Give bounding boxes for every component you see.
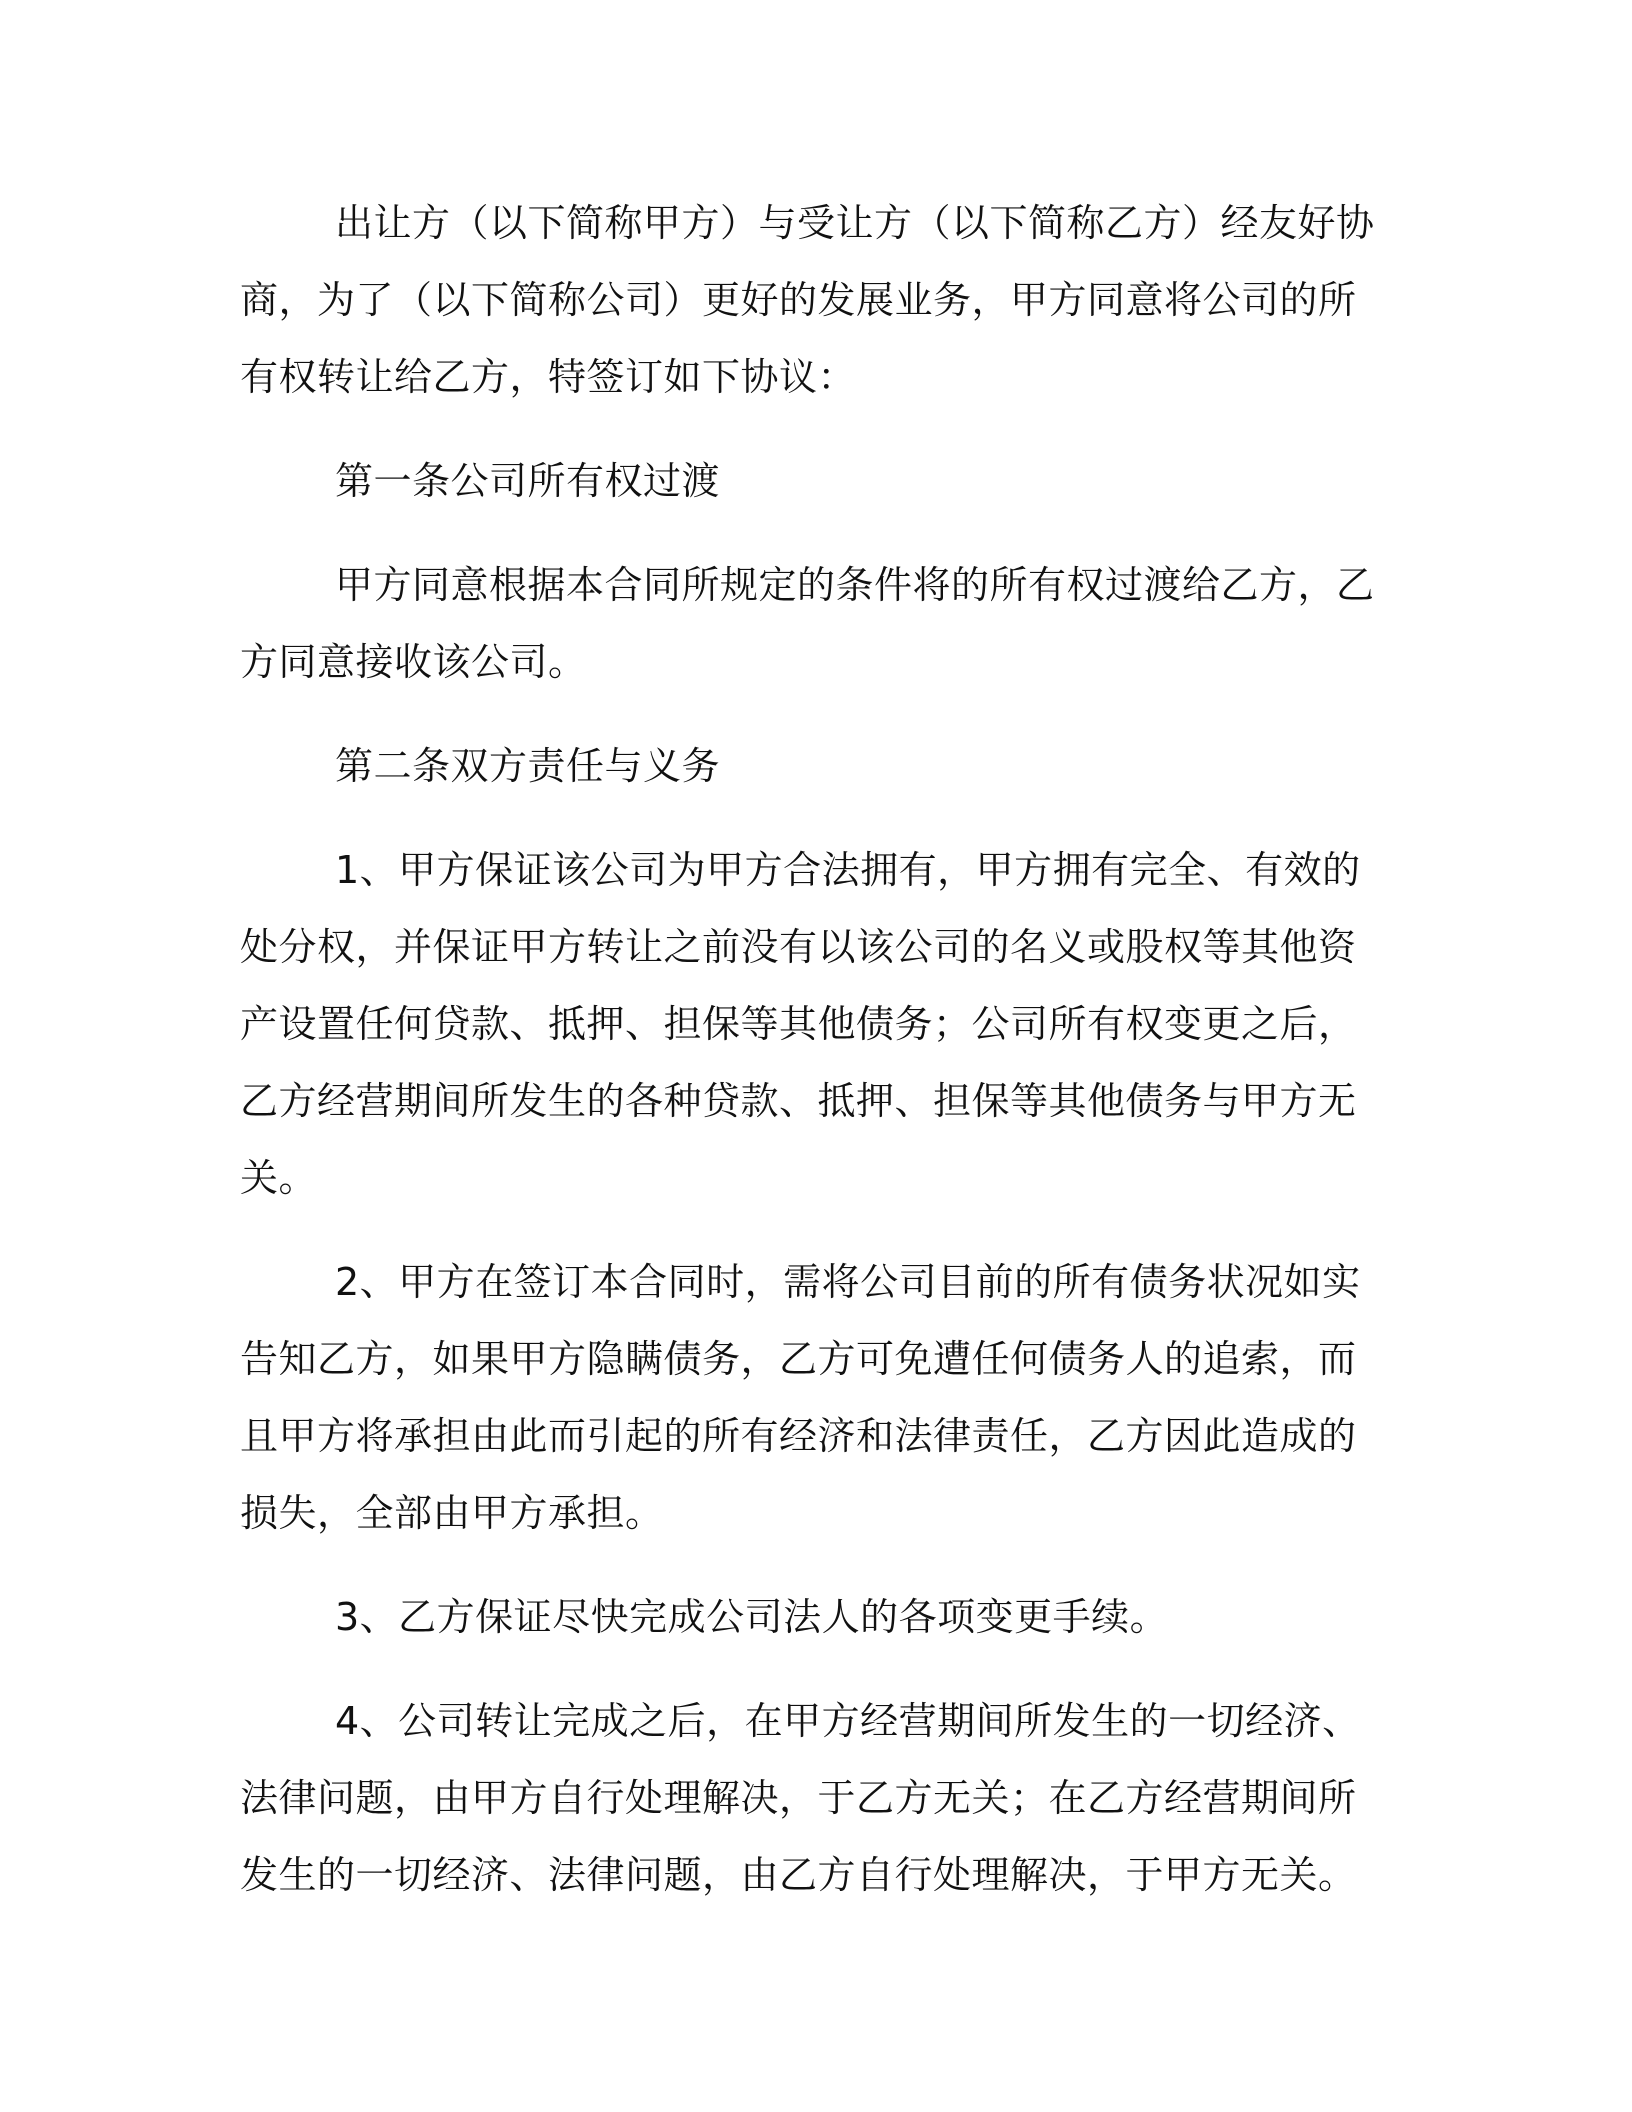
article-1-paragraph: 甲方同意根据本合同所规定的条件将的所有权过渡给乙方，乙方同意接收该公司。: [240, 563, 1375, 684]
article-2-item-2: 2、甲方在签订本合同时，需将公司目前的所有债务状况如实告知乙方，如果甲方隐瞒债务，乙方可免遭任何债务人的追索，而且甲方将承担由此而引起的所有经济和法律责任，乙方因此造成的损失，全部由甲方承担。: [240, 1260, 1361, 1535]
article-2-item-4: 4、公司转让完成之后，在甲方经营期间所发生的一切经济、法律问题，由甲方自行处理解决，于乙方无关；在乙方经营期间所发生的一切经济、法律问题，由乙方自行处理解决，于甲方无关。: [240, 1699, 1361, 1897]
article-2-item-3: 3、乙方保证尽快完成公司法人的各项变更手续。: [335, 1595, 1169, 1639]
article-2-item-1: 1、甲方保证该公司为甲方合法拥有，甲方拥有完全、有效的处分权，并保证甲方转让之前没有以该公司的名义或股权等其他资产设置任何贷款、抵押、担保等其他债务；公司所有权变更之后，乙方经营期间所发生的各种贷款、抵押、担保等其他债务与甲方无关。: [240, 848, 1361, 1200]
intro-paragraph: 出让方（以下简称甲方）与受让方（以下简称乙方）经友好协商，为了（以下简称公司）更好的发展业务，甲方同意将公司的所有权转让给乙方，特签订如下协议：: [240, 201, 1375, 399]
article-2-heading: 第二条双方责任与义务: [335, 744, 721, 788]
document-body: [240, 185, 1380, 1941]
article-1-heading: 第一条公司所有权过渡: [335, 459, 721, 503]
